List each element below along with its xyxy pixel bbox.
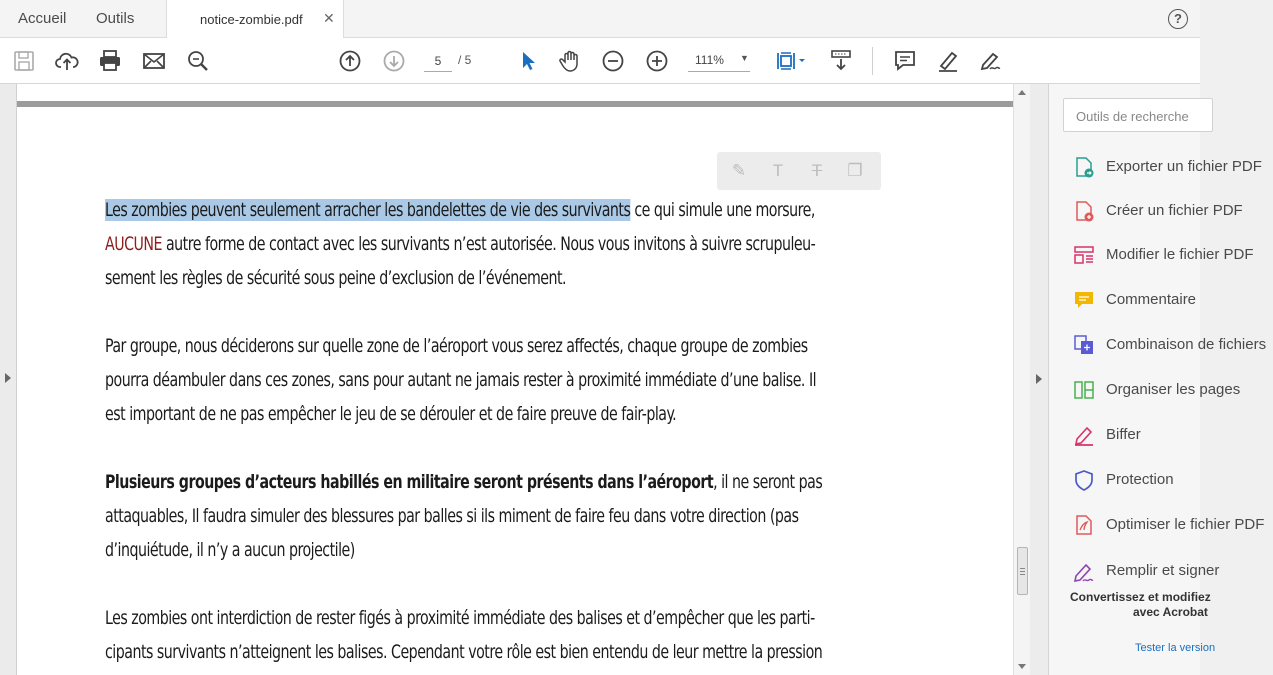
tool-organize[interactable] bbox=[1073, 377, 1273, 405]
page-number-input[interactable] bbox=[424, 50, 452, 72]
zoom-value: 111% bbox=[695, 53, 724, 67]
text-line: , il ne seront pas bbox=[713, 471, 823, 493]
promo-title: Convertissez et modifiez bbox=[1070, 590, 1211, 604]
sign-icon[interactable] bbox=[978, 48, 1004, 74]
text-line: cipants survivants n’atteignent les balises. Cependant votre rôle est bien entendu de leur mettre la pression bbox=[105, 641, 823, 663]
selected-text[interactable]: Les zombies peuvent seulement arracher les bandelettes de vie des survivants bbox=[105, 199, 631, 221]
toolbar-separator bbox=[872, 47, 873, 75]
edit-pdf-icon bbox=[1073, 244, 1095, 266]
combine-files-icon bbox=[1073, 334, 1095, 356]
tools-pane bbox=[1049, 84, 1267, 675]
zoom-out-icon[interactable] bbox=[600, 48, 626, 74]
scroll-up-icon[interactable] bbox=[1018, 90, 1026, 95]
tool-label: Commentaire bbox=[1106, 291, 1197, 308]
select-cursor-icon[interactable] bbox=[515, 48, 541, 74]
tool-label: Optimiser le fichier PDF bbox=[1106, 516, 1265, 533]
page-total: / 5 bbox=[458, 53, 472, 67]
print-icon[interactable] bbox=[97, 48, 123, 74]
zoom-select[interactable] bbox=[688, 50, 750, 72]
tool-combine[interactable] bbox=[1073, 332, 1273, 360]
tool-label: Organiser les pages bbox=[1106, 381, 1241, 398]
tool-label: Biffer bbox=[1106, 426, 1141, 443]
promo-subtitle: avec Acrobat bbox=[1133, 605, 1208, 619]
tool-comment[interactable] bbox=[1073, 287, 1273, 315]
copy-icon[interactable]: ❐ bbox=[847, 161, 863, 180]
promo-link[interactable]: Tester la version bbox=[1135, 642, 1216, 654]
tool-label: Remplir et signer bbox=[1106, 562, 1220, 579]
document-tab-title: notice-zombie.pdf bbox=[200, 12, 303, 27]
paragraph-1 bbox=[105, 193, 960, 295]
menu-tools[interactable]: Outils bbox=[96, 10, 135, 27]
tools-search-input[interactable] bbox=[1063, 98, 1213, 132]
optimize-pdf-icon bbox=[1073, 514, 1095, 536]
comment-icon[interactable] bbox=[892, 48, 918, 74]
chevron-down-icon: ▼ bbox=[740, 53, 749, 63]
create-pdf-icon bbox=[1073, 200, 1095, 222]
text-line: autre forme de contact avec les survivants n’est autorisée. Nous vous invitons à suivre scrupuleu- bbox=[161, 233, 816, 255]
scroll-mode-icon[interactable] bbox=[828, 48, 854, 74]
previous-page-icon[interactable] bbox=[337, 48, 363, 74]
menu-bar bbox=[0, 0, 1200, 38]
comment-icon bbox=[1073, 289, 1095, 311]
tool-edit-pdf[interactable] bbox=[1073, 242, 1273, 270]
email-icon[interactable] bbox=[141, 48, 167, 74]
tool-label: Créer un fichier PDF bbox=[1106, 202, 1243, 219]
close-icon[interactable]: ✕ bbox=[323, 10, 335, 26]
expand-arrow-icon bbox=[5, 373, 11, 383]
menu-home[interactable]: Accueil bbox=[18, 10, 67, 27]
organize-pages-icon bbox=[1073, 379, 1095, 401]
tool-label: Modifier le fichier PDF bbox=[1106, 246, 1254, 263]
redact-pen-icon bbox=[1073, 424, 1095, 446]
text-line: attaquables, Il faudra simuler des blessures par balles si ils miment de faire feu dans votre direction (pas bbox=[105, 505, 799, 527]
text-line: d’inquiétude, il n’y a aucun projectile) bbox=[105, 539, 355, 561]
pencil-icon[interactable]: ✎ bbox=[731, 161, 747, 180]
paragraph-2 bbox=[105, 329, 960, 431]
fill-sign-icon bbox=[1073, 560, 1095, 582]
next-page-icon[interactable] bbox=[381, 48, 407, 74]
text-line: est important de ne pas empêcher le jeu de se dérouler et de faire preuve de fair-play. bbox=[105, 403, 677, 425]
text-line: ce qui simule une morsure, bbox=[630, 199, 815, 221]
cloud-upload-icon[interactable] bbox=[54, 48, 80, 74]
scroll-down-icon[interactable] bbox=[1018, 664, 1026, 669]
zoom-search-icon[interactable] bbox=[185, 48, 211, 74]
help-icon[interactable]: ? bbox=[1168, 9, 1188, 29]
insert-text-icon[interactable]: T bbox=[772, 161, 784, 180]
text-edit-floating-toolbar bbox=[717, 152, 881, 190]
paragraph-3 bbox=[105, 465, 960, 567]
document-viewer[interactable] bbox=[17, 84, 1013, 675]
text-line: Par groupe, nous déciderons sur quelle zone de l’aéroport vous serez affectés, chaque groupe de zombies bbox=[105, 335, 808, 357]
fit-page-icon[interactable] bbox=[775, 48, 809, 74]
tool-protect[interactable] bbox=[1073, 467, 1273, 495]
document-tab[interactable] bbox=[166, 0, 344, 39]
left-panel-toggle[interactable] bbox=[0, 84, 17, 675]
zoom-in-icon[interactable] bbox=[644, 48, 670, 74]
shield-icon bbox=[1073, 469, 1095, 491]
export-pdf-icon bbox=[1073, 156, 1095, 178]
tool-export-pdf[interactable] bbox=[1073, 154, 1273, 182]
tool-label: Combinaison de fichiers bbox=[1106, 336, 1267, 353]
highlight-pen-icon[interactable] bbox=[935, 48, 961, 74]
scrollbar-thumb[interactable] bbox=[1017, 547, 1028, 595]
tool-label: Protection bbox=[1106, 471, 1174, 488]
tool-label: Exporter un fichier PDF bbox=[1106, 158, 1262, 175]
collapse-arrow-icon bbox=[1036, 374, 1042, 384]
tool-redact[interactable] bbox=[1073, 422, 1273, 450]
tool-optimize[interactable] bbox=[1073, 512, 1273, 540]
bold-text: Plusieurs groupes d’acteurs habillés en militaire seront présents dans l’aéroport bbox=[105, 471, 714, 493]
tool-create-pdf[interactable] bbox=[1073, 198, 1273, 226]
search-placeholder: Outils de recherche bbox=[1076, 109, 1189, 124]
save-icon[interactable] bbox=[11, 48, 37, 74]
toolbar bbox=[0, 38, 1200, 84]
page-top-rule bbox=[17, 101, 1013, 107]
emphasis-text: AUCUNE bbox=[105, 233, 162, 255]
strikethrough-icon[interactable]: T bbox=[811, 161, 823, 180]
tools-pane-toggle[interactable] bbox=[1030, 84, 1049, 675]
paragraph-4 bbox=[105, 601, 960, 669]
document-scrollbar[interactable] bbox=[1013, 84, 1030, 675]
tool-fill-sign[interactable] bbox=[1073, 558, 1273, 586]
text-line: sement les règles de sécurité sous peine d’exclusion de l’événement. bbox=[105, 267, 567, 289]
text-line: Les zombies ont interdiction de rester figés à proximité immédiate des balises et d’empêcher que les parti- bbox=[105, 607, 815, 629]
text-line: pourra déambuler dans ces zones, sans pour autant ne jamais rester à proximité immédiate d’une balise. Il bbox=[105, 369, 817, 391]
hand-tool-icon[interactable] bbox=[557, 48, 583, 74]
